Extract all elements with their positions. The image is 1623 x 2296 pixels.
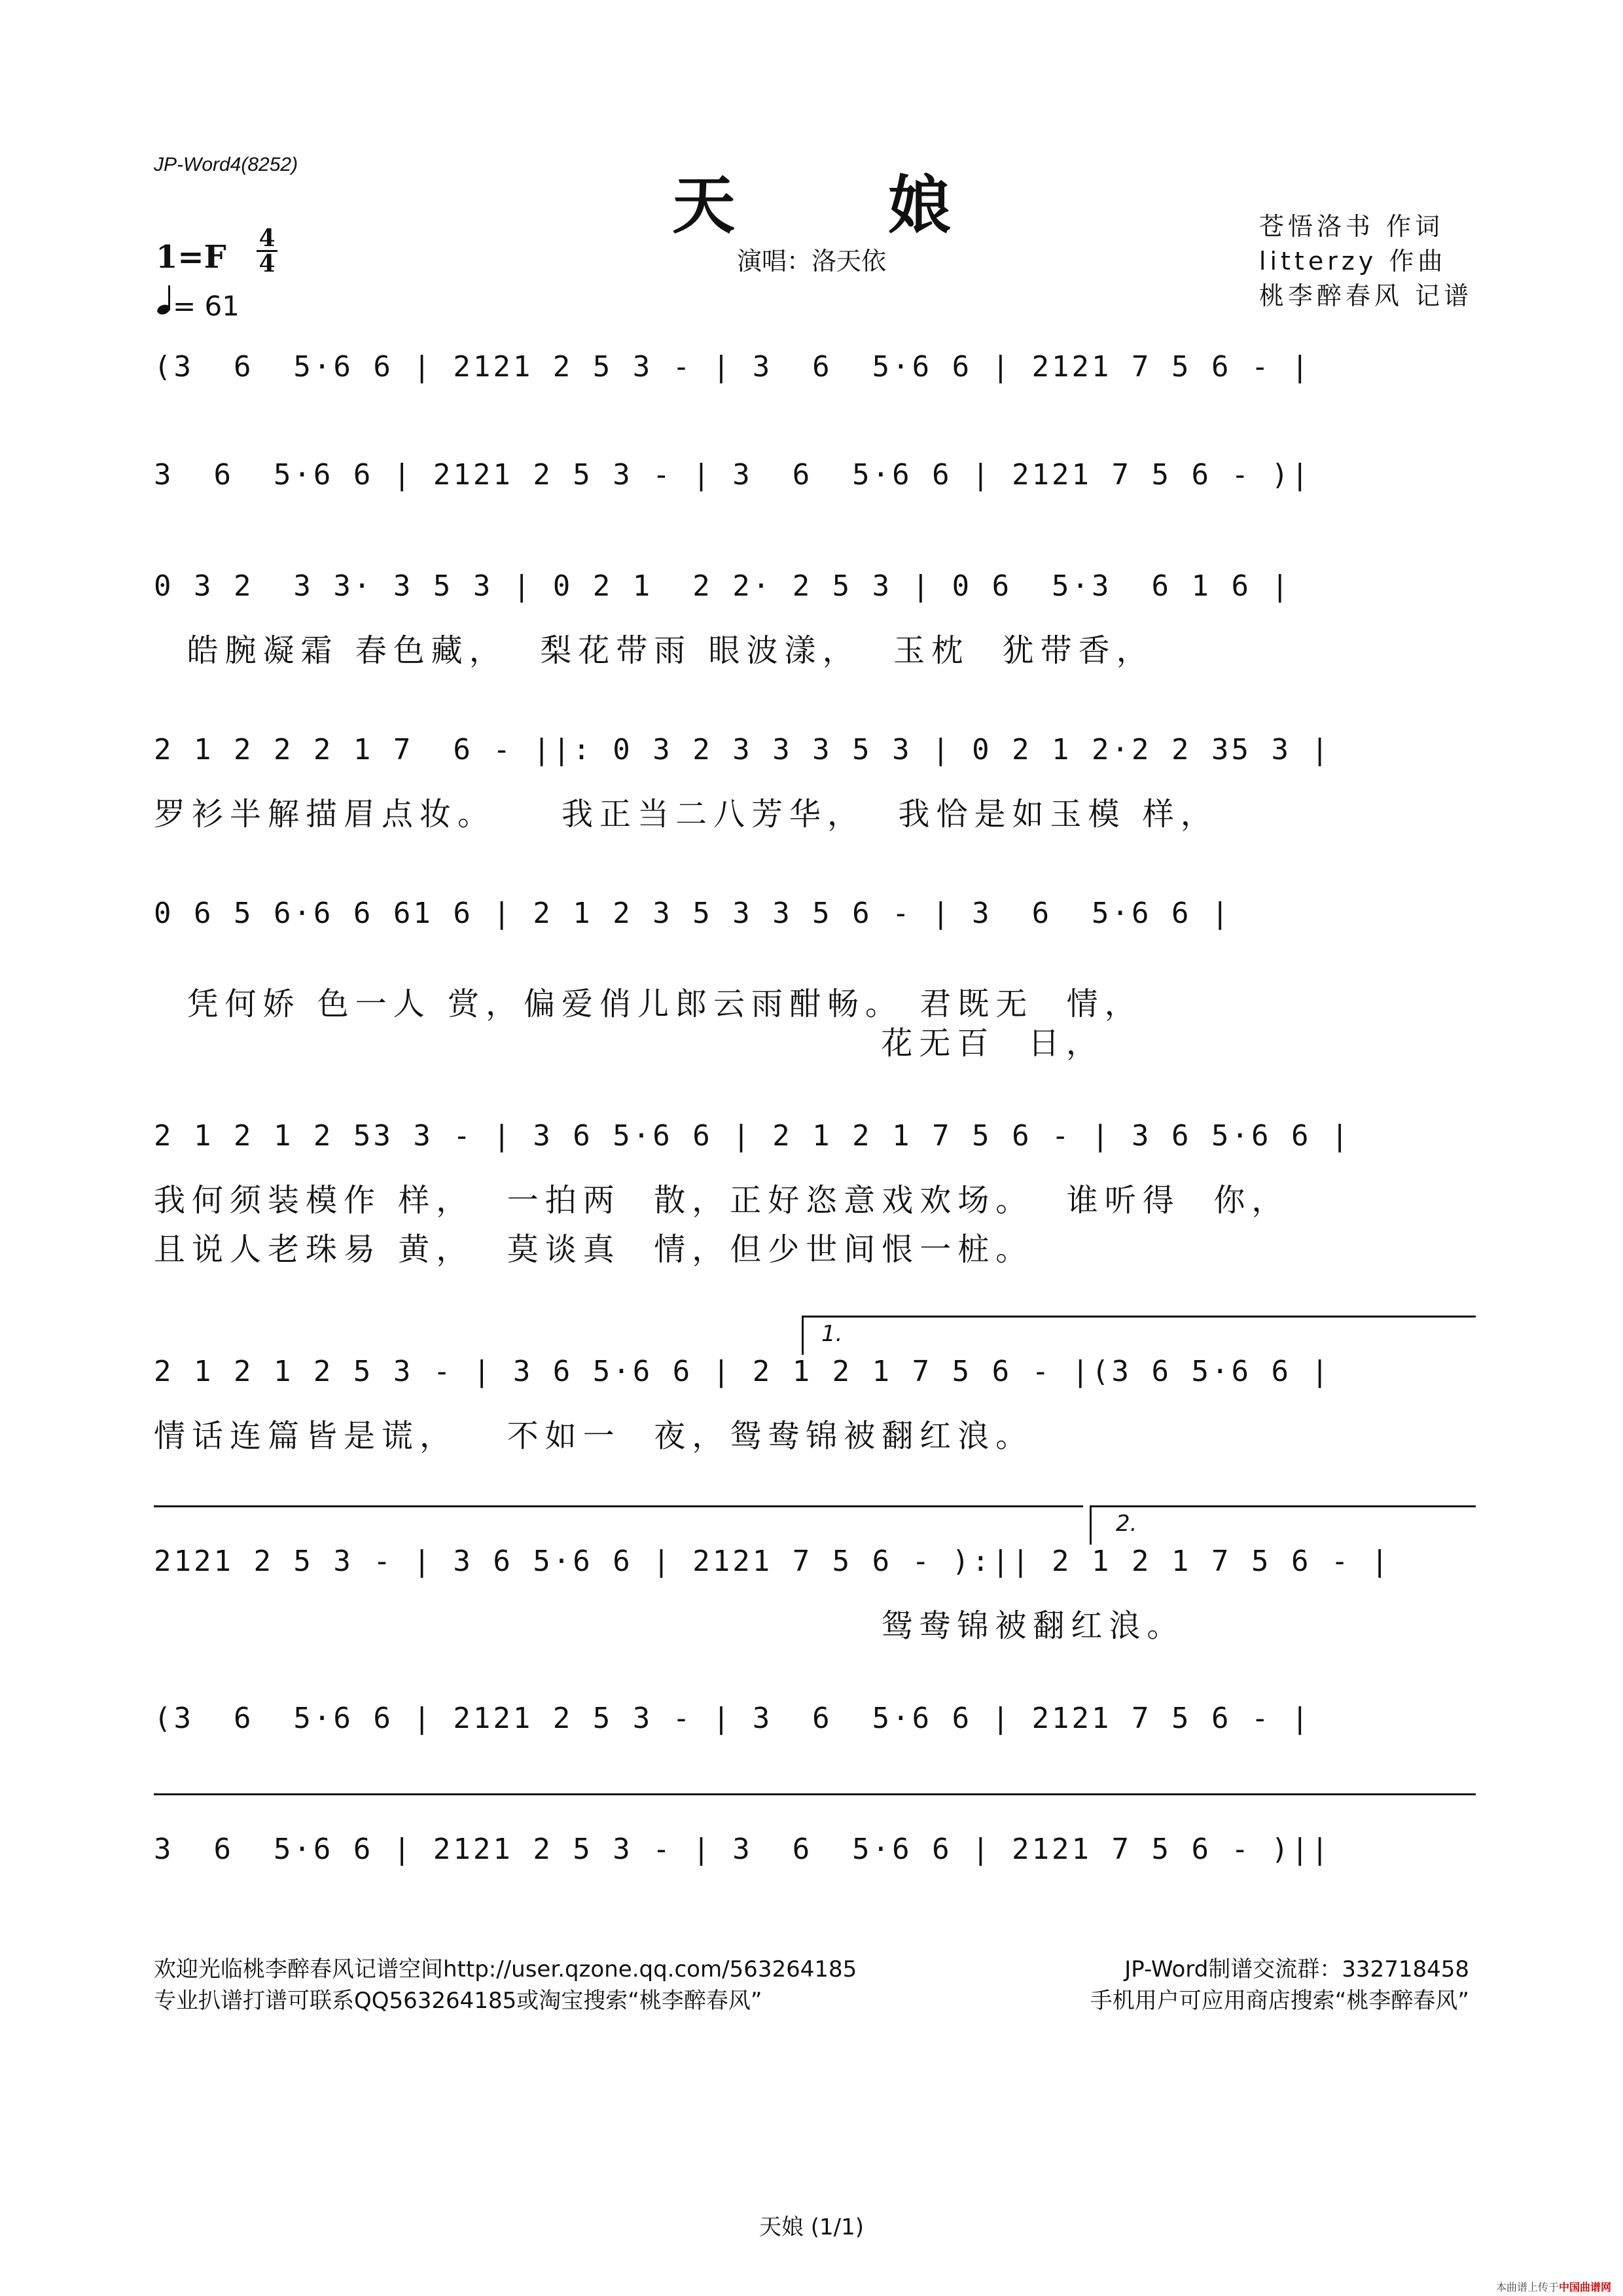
song-title: 天 娘 [672,169,1016,242]
volta-1-label: 1. [821,1321,843,1347]
lyricist-credit: 苍悟洛书 作词 [1258,212,1444,241]
system-7-notation: 2 1 2 1 2 5 3 - | 3 6 5·6 6 | 2 1 2 1 7 5 6 - |(3 6 5·6 6 | [154,1355,1331,1388]
system-4-lyrics: 罗衫半解描眉点妆。 我正当二八芳华， 我恰是如玉模 样， [154,796,1219,833]
system-2-notation: 3 6 5·6 6 | 2121 2 5 3 - | 3 6 5·6 6 | 2121 7 5 6 - )| [154,458,1311,492]
volta-2-label: 2. [1116,1511,1137,1537]
footer-info [154,1954,1469,2017]
volta-1-bracket-continued [154,1505,1083,1507]
system-10-notation: 3 6 5·6 6 | 2121 2 5 3 - | 3 6 5·6 6 | 2121 7 5 6 - )|| [154,1833,1331,1866]
system-6-lyrics-2: 且说人老珠易 黄， 莫谈真 情，但少世间恨一桩。 [154,1231,1034,1268]
system-7-lyrics: 情话连篇皆是谎， 不如一 夜，鸳鸯锦被翻红浪。 [154,1418,1034,1454]
time-signature [254,226,280,276]
time-signature-top: 4 [259,224,276,252]
coda-bracket [154,1793,1476,1795]
system-4-notation: 2 1 2 2 2 1 7 6 - ||: 0 3 2 3 3 3 5 3 | 0 2 1 2·2 2 35 3 | [154,733,1331,766]
system-1-notation: (3 6 5·6 6 | 2121 2 5 3 - | 3 6 5·6 6 | 2121 7 5 6 - | [154,350,1311,384]
volta-2-hook [1090,1505,1092,1545]
upload-stamp [1496,2279,1611,2294]
footer-app: 手机用户可应用商店搜索“桃李醉春风” [1090,1988,1469,2014]
software-label: JP-Word4(8252) [154,154,298,175]
stamp-site: 中国曲谱网 [1558,2281,1611,2293]
composer-credit: litterzy 作曲 [1258,247,1447,276]
system-5-notation: 0 6 5 6·6 6 61 6 | 2 1 2 3 5 3 3 5 6 - | 3 6 5·6 6 | [154,897,1232,930]
footer-group: JP-Word制谱交流群：332718458 [1124,1956,1469,1982]
system-6-notation: 2 1 2 1 2 53 3 - | 3 6 5·6 6 | 2 1 2 1 7 5 6 - | 3 6 5·6 6 | [154,1119,1351,1153]
volta-1-bracket [802,1316,1476,1318]
credits-block [1259,209,1472,314]
footer-website: 欢迎光临桃李醉春风记谱空间http://user.qzone.qq.com/563264185 [154,1956,857,1982]
system-5-lyrics-2: 花无百 日， [154,1025,1104,1062]
stamp-prefix: 本曲谱上传于 [1495,2281,1559,2293]
transcriber-credit: 桃李醉春风 记谱 [1258,281,1472,310]
singer-credit: 演唱：洛天依 [736,247,886,276]
volta-1-hook [802,1316,804,1355]
system-3-lyrics: 皓腕凝霜 春色藏， 梨花带雨 眼波漾， 玉枕 犹带香， [154,632,1154,669]
tempo-marking [156,288,240,322]
volta-2-bracket [1090,1505,1476,1507]
system-3-notation: 0 3 2 3 3· 3 5 3 | 0 2 1 2 2· 2 5 3 | 0 6 5·3 6 1 6 | [154,569,1291,603]
system-8-lyrics: 鸳鸯锦被翻红浪。 [154,1607,1185,1644]
system-6-lyrics-1: 我何须装模作 样， 一拍两 散，正好恣意戏欢场。 谁听得 你， [154,1182,1290,1219]
system-5-lyrics-1: 凭何娇 色一人 赏，偏爱俏儿郎云雨酣畅。 君既无 情， [154,986,1143,1022]
system-9-notation: (3 6 5·6 6 | 2121 2 5 3 - | 3 6 5·6 6 | 2121 7 5 6 - | [154,1702,1311,1735]
quarter-note-icon [156,288,173,315]
system-8-notation: 2121 2 5 3 - | 3 6 5·6 6 | 2121 7 5 6 - ):|| 2 1 2 1 7 5 6 - | [154,1545,1391,1578]
time-signature-bottom: 4 [259,250,276,278]
page-number: 天娘 (1/1) [758,2214,865,2240]
footer-contact: 专业扒谱打谱可联系QQ563264185或淘宝搜索“桃李醉春风” [154,1988,762,2014]
tempo-value: = 61 [173,290,240,322]
key-signature: 1=F [156,239,226,276]
